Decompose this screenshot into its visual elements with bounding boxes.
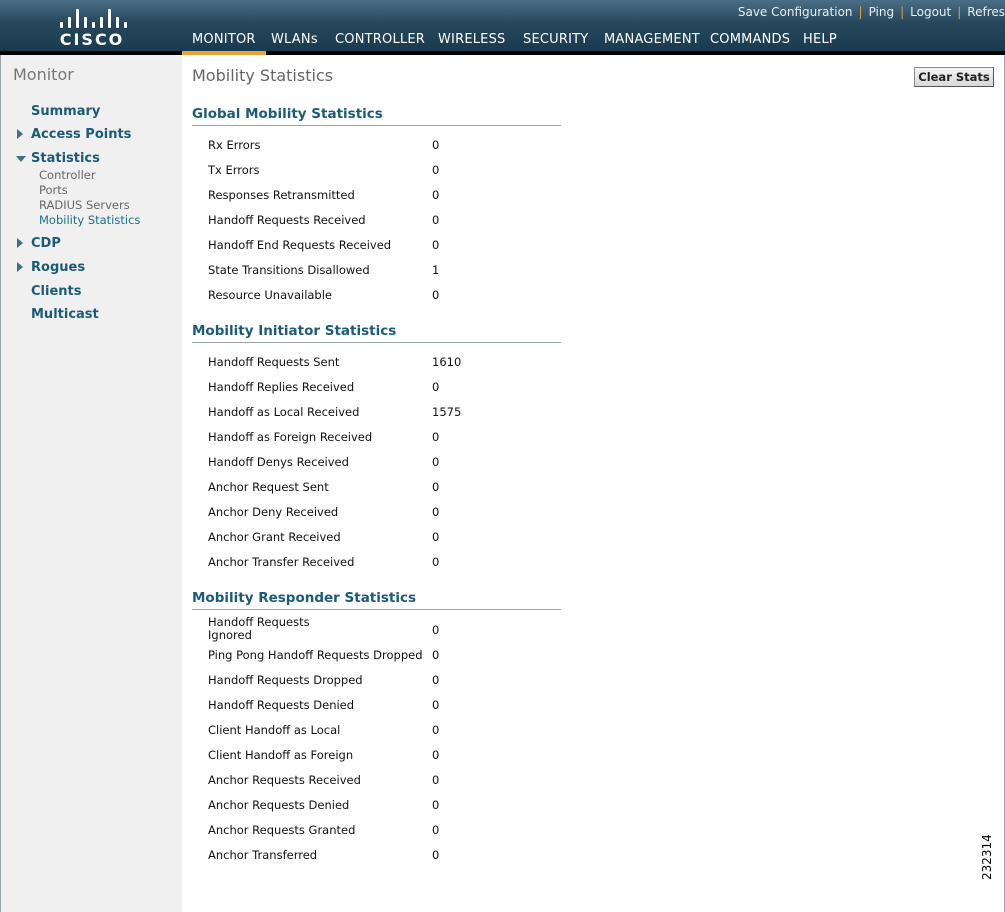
sidebar-sub-radius-servers[interactable]: RADIUS Servers <box>39 198 130 212</box>
nav-controller[interactable]: CONTROLLER <box>335 32 425 47</box>
sidebar-item-summary[interactable]: Summary <box>31 104 101 119</box>
sidebar-item-access-points[interactable]: Access Points <box>31 127 132 142</box>
stat-value: 0 <box>432 163 440 177</box>
sidebar-sub-controller[interactable]: Controller <box>39 168 96 182</box>
stat-label: Handoff Requests Denied <box>208 698 355 712</box>
stat-label: Anchor Deny Received <box>208 505 339 519</box>
nav-wireless[interactable]: WIRELESS <box>438 32 506 47</box>
stat-value: 1610 <box>432 355 462 369</box>
main-content <box>182 55 1005 912</box>
page-title: Mobility Statistics <box>192 66 334 85</box>
sidebar-item-rogues[interactable]: Rogues <box>31 260 86 275</box>
section-title-initiator: Mobility Initiator Statistics <box>192 323 561 343</box>
stat-label: Handoff as Foreign Received <box>208 430 373 444</box>
sidebar <box>0 55 182 912</box>
stat-value: 0 <box>432 723 440 737</box>
link-separator: | <box>900 5 905 19</box>
expand-arrow-icon[interactable] <box>17 238 23 248</box>
nav-management[interactable]: MANAGEMENT <box>604 32 700 47</box>
sidebar-title: Monitor <box>13 65 74 84</box>
stat-value: 0 <box>432 238 440 252</box>
section-title-global: Global Mobility Statistics <box>192 106 561 126</box>
nav-wlans[interactable]: WLANs <box>271 32 318 47</box>
top-banner <box>0 0 1005 55</box>
stat-value: 0 <box>432 213 440 227</box>
stat-value: 0 <box>432 673 440 687</box>
sidebar-item-clients[interactable]: Clients <box>31 284 82 299</box>
stat-value: 0 <box>432 530 440 544</box>
nav-commands[interactable]: COMMANDS <box>710 32 791 47</box>
refresh-link[interactable]: Refres <box>967 5 1005 19</box>
stat-value: 0 <box>432 380 440 394</box>
stat-label: Anchor Requests Granted <box>208 823 356 837</box>
stat-label: Anchor Requests Denied <box>208 798 350 812</box>
clear-stats-button[interactable]: Clear Stats <box>914 67 994 87</box>
stat-value: 0 <box>432 623 440 637</box>
stat-label: Handoff Requests Received <box>208 213 366 227</box>
expand-arrow-icon[interactable] <box>17 129 23 139</box>
stat-value: 1575 <box>432 405 462 419</box>
stat-value: 0 <box>432 480 440 494</box>
cisco-logo-bars-icon <box>58 6 126 28</box>
utility-links <box>738 5 1005 21</box>
stat-value: 0 <box>432 430 440 444</box>
stat-label: Handoff as Local Received <box>208 405 360 419</box>
collapse-arrow-icon[interactable] <box>16 156 26 162</box>
stat-label: Handoff Requests Sent <box>208 355 340 369</box>
stat-label: Anchor Request Sent <box>208 480 329 494</box>
stat-label: Anchor Transferred <box>208 848 318 862</box>
cisco-logo <box>52 6 132 50</box>
stat-label: Client Handoff as Local <box>208 723 341 737</box>
stat-value: 0 <box>432 288 440 302</box>
stat-label: Resource Unavailable <box>208 288 333 302</box>
stat-value: 0 <box>432 455 440 469</box>
save-configuration-link[interactable]: Save Configuration <box>737 5 853 19</box>
sidebar-item-statistics[interactable]: Statistics <box>31 151 100 166</box>
stat-value: 0 <box>432 748 440 762</box>
cisco-logo-text: CISCO <box>59 30 125 49</box>
stat-label: Client Handoff as Foreign <box>208 748 354 762</box>
stat-label: Handoff Denys Received <box>208 455 349 469</box>
stat-value: 0 <box>432 555 440 569</box>
stat-value: 0 <box>432 773 440 787</box>
stat-value: 1 <box>432 263 440 277</box>
stat-label: Handoff End Requests Received <box>208 238 392 252</box>
link-separator: | <box>858 5 863 19</box>
stat-value: 0 <box>432 698 440 712</box>
stat-label: Responses Retransmitted <box>208 188 355 202</box>
sidebar-sub-ports[interactable]: Ports <box>39 183 68 197</box>
stat-label: Anchor Grant Received <box>208 530 341 544</box>
stat-label: Anchor Requests Received <box>208 773 361 787</box>
stat-label: Handoff Requests Dropped <box>208 673 363 687</box>
nav-help[interactable]: HELP <box>803 32 837 47</box>
ping-link[interactable]: Ping <box>868 5 895 19</box>
logout-link[interactable]: Logout <box>910 5 952 19</box>
stat-label: Anchor Transfer Received <box>208 555 355 569</box>
stat-value: 0 <box>432 823 440 837</box>
link-separator: | <box>957 5 962 19</box>
stat-label: Ping Pong Handoff Requests Dropped <box>208 648 423 662</box>
nav-monitor[interactable]: MONITOR <box>182 30 266 55</box>
stat-label: Handoff Requests Ignored <box>208 615 310 642</box>
nav-security[interactable]: SECURITY <box>523 32 589 47</box>
sidebar-item-multicast[interactable]: Multicast <box>31 307 99 322</box>
stat-label: Tx Errors <box>208 163 260 177</box>
figure-number: 232314 <box>980 834 994 880</box>
stat-value: 0 <box>432 505 440 519</box>
sidebar-sub-mobility-statistics[interactable]: Mobility Statistics <box>39 213 141 227</box>
stat-label: Rx Errors <box>208 138 261 152</box>
stat-label: Handoff Replies Received <box>208 380 355 394</box>
stat-value: 0 <box>432 648 440 662</box>
stat-label: State Transitions Disallowed <box>208 263 370 277</box>
stat-value: 0 <box>432 138 440 152</box>
expand-arrow-icon[interactable] <box>17 262 23 272</box>
section-title-responder: Mobility Responder Statistics <box>192 590 561 610</box>
stat-value: 0 <box>432 798 440 812</box>
stat-value: 0 <box>432 188 440 202</box>
stat-value: 0 <box>432 848 440 862</box>
sidebar-item-cdp[interactable]: CDP <box>31 236 61 251</box>
